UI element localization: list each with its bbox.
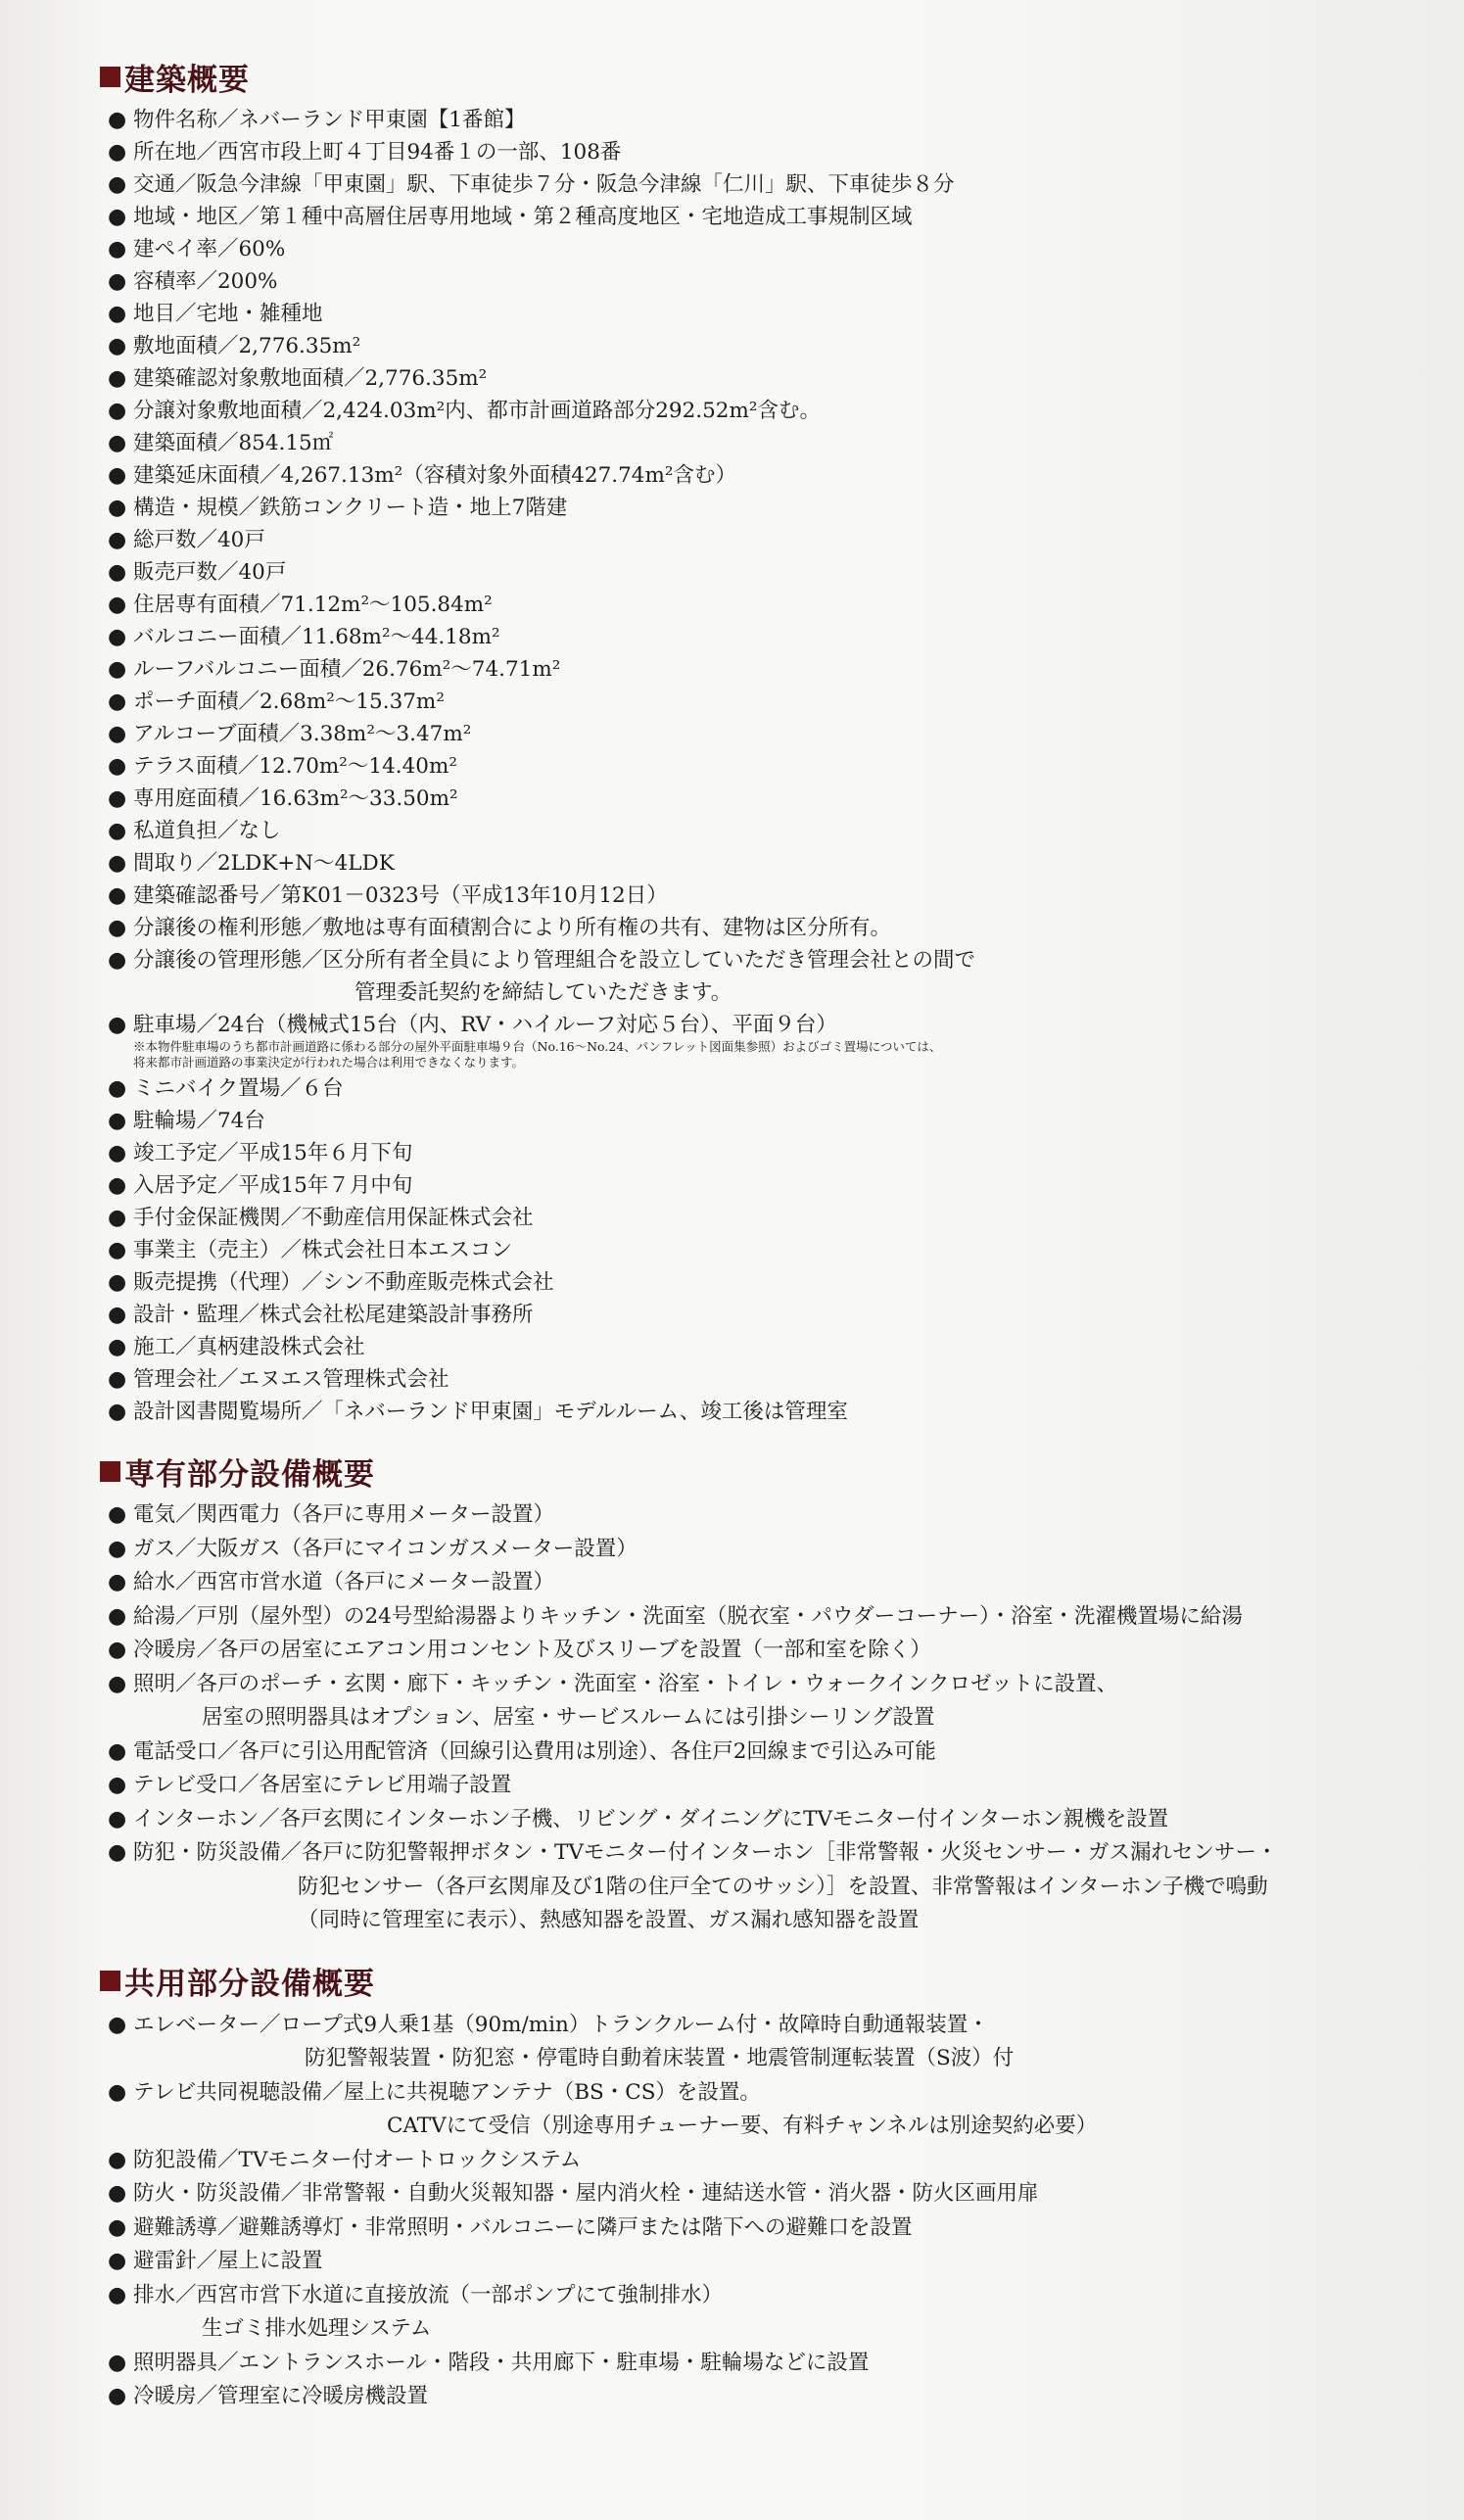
list-item: ● 冷暖房／各戸の居室にエアコン用コンセント及びスリーブを設置（一部和室を除く） [108,1638,931,1662]
list-item: ● ポーチ面積／2.68m²～15.37m² [108,689,445,714]
list-item: ● ミニバイク置場／６台 [108,1076,344,1101]
section-building-overview [106,55,1386,1428]
list-item: ● 照明／各戸のポーチ・玄関・廊下・キッチン・洗面室・浴室・トイレ・ウォークインクロゼットに設置、 居室の照明器具はオプション、居室・サービスルームには引掛シーリング設置 [108,1671,1118,1730]
list-item: ● テレビ共同視聴設備／屋上に共視聴アンテナ（BS・CS）を設置。 CATVにて受信（別途専用チューナー要、有料チャンネルは別途契約必要） [108,2079,1098,2138]
list-item: ● 建築延床面積／4,267.13m²（容積対象外面積427.74m²含む） [108,463,736,488]
list-item: ● 電気／関西電力（各戸に専用メーター設置） [108,1502,555,1527]
list-item: ● 設計・監理／株式会社松尾建築設計事務所 [108,1303,534,1327]
list-item: ● バルコニー面積／11.68m²～44.18m² [108,625,500,649]
list-item: ● 敷地面積／2,776.35m² [108,334,361,358]
list-item: ● アルコーブ面積／3.38m²～3.47m² [108,722,472,746]
list-item: ● 避難誘導／避難誘導灯・非常照明・バルコニーに隣戸または階下への避難口を設置 [108,2214,913,2240]
parking-note: ※本物件駐車場のうち都市計画道路に係わる部分の屋外平面駐車場９台（No.16～No.24、パンフレット図面集参照）およびゴミ置場については、 将来都市計画道路の事業決定が行われた場合は利用できなくなります。 [133,1039,942,1070]
list-item: ● 交通／阪急今津線「甲東園」駅、下車徒歩７分・阪急今津線「仁川」駅、下車徒歩８分 [108,172,955,197]
list-item: ● 排水／西宮市営下水道に直接放流（一部ポンプにて強制排水） 生ゴミ排水処理システム [108,2282,724,2341]
list-item: ● 建築面積／854.15㎡ [108,431,334,455]
list-item: ● 構造・規模／鉄筋コンクリート造・地上7階建 [108,496,568,520]
heading-square-icon [100,1971,120,1991]
list-item: ● 分譲後の管理形態／区分所有者全員により管理組合を設立していただき管理会社との間で 管理委託契約を締結していただきます。 [108,948,976,1005]
section-title: 共用部分設備概要 [100,1960,1386,2003]
list-item: ● 給湯／戸別（屋外型）の24号型給湯器よりキッチン・洗面室（脱衣室・パウダーコーナー）・浴室・洗濯機置場に給湯 [108,1603,1243,1629]
list-item: ● 電話受口／各戸に引込用配管済（回線引込費用は別途）、各住戸2回線まで引込み可能 [108,1738,936,1764]
list-item: ● 建築確認番号／第K01－0323号（平成13年10月12日） [108,883,668,908]
list-item: ● 物件名称／ネバーランド甲東園【1番館】 [108,108,526,132]
list-item: ● 分譲後の権利形態／敷地は専有面積割合により所有権の共有、建物は区分所有。 [108,916,892,940]
list-item: ● 施工／真柄建設株式会社 [108,1335,365,1359]
list-item: ● 地目／宅地・雑種地 [108,302,323,326]
list-item: ● 冷暖房／管理室に冷暖房機設置 [108,2384,429,2408]
list-item: ● 地域・地区／第１種中高層住居専用地域・第２種高度地区・宅地造成工事規制区域 [108,205,913,229]
list-item: ● 避雷針／屋上に設置 [108,2249,323,2273]
list-item: ● 入居予定／平成15年７月中旬 [108,1173,413,1198]
list-item: ● 駐車場／24台（機械式15台（内、RV・ハイルーフ対応５台）、平面９台） [108,1013,837,1037]
list-item: ● 事業主（売主）／株式会社日本エスコン [108,1238,513,1262]
list-item: ● 防犯設備／TVモニター付オートロックシステム [108,2147,582,2172]
section-private-equipment [106,1450,1386,1938]
section-title: 建築概要 [100,55,1386,98]
section-title: 専有部分設備概要 [100,1450,1386,1493]
list-item: ● 私道負担／なし [108,819,281,843]
list-item: ● 照明器具／エントランスホール・階段・共用廊下・駐車場・駐輪場などに設置 [108,2350,870,2375]
list-item: ● 販売戸数／40戸 [108,560,287,585]
list-item: ● テラス面積／12.70m²～14.40m² [108,754,457,779]
list-item: ● インターホン／各戸玄関にインターホン子機、リビング・ダイニングにTVモニター付インターホン親機を設置 [108,1806,1169,1831]
list-item: ● 管理会社／エヌエス管理株式会社 [108,1367,449,1392]
list-item: ● エレベーター／ロープ式9人乗1基（90m/min）トランクルーム付・故障時自動通報装置・ 防犯警報装置・防犯窓・停電時自動着床装置・地震管制運転装置（S波）付 [108,2012,1015,2070]
section-common-equipment [106,1960,1386,2414]
list-item: ● 建築確認対象敷地面積／2,776.35m² [108,366,488,391]
list-item: ● 建ペイ率／60% [108,237,286,262]
list-item: ● テレビ受口／各居室にテレビ用端子設置 [108,1773,512,1797]
list-item: ● 間取り／2LDK+N～4LDK [108,851,395,876]
list-item: ● 住居専有面積／71.12m²～105.84m² [108,593,493,617]
list-item: ● 容積率／200% [108,269,278,294]
list-item: ● 駐輪場／74台 [108,1109,265,1133]
list-item: ● 手付金保証機関／不動産信用保証株式会社 [108,1206,534,1230]
list-item: ● ルーフバルコニー面積／26.76m²～74.71m² [108,657,561,682]
list-item: ● 所在地／西宮市段上町４丁目94番１の一部、108番 [108,140,622,165]
list-item: ● 竣工予定／平成15年６月下旬 [108,1141,413,1165]
list-item: ● 販売提携（代理）／シン不動産販売株式会社 [108,1270,554,1295]
list-item: ● 防犯・防災設備／各戸に防犯警報押ボタン・TVモニター付インターホン［非常警報・火災センサー・ガス漏れセンサー・ 防犯センサー（各戸玄関扉及び1階の住戸全てのサッシ）］を設置、非常警報はインターホン子機で鳴動 （同時に管理室に表示）、熱感知器を設置、ガス漏れ感知器を設置 [108,1840,1278,1932]
heading-square-icon [100,67,120,87]
list-item: ● ガス／大阪ガス（各戸にマイコンガスメーター設置） [108,1536,638,1561]
list-item: ● 設計図書閲覧場所／「ネバーランド甲東園」モデルルーム、竣工後は管理室 [108,1400,848,1424]
list-item: ● 分譲対象敷地面積／2,424.03m²内、都市計画道路部分292.52m²含む。 [108,399,821,423]
list-item: ● 総戸数／40戸 [108,528,265,552]
list-item: ● 給水／西宮市営水道（各戸にメーター設置） [108,1570,555,1594]
list-item: ● 専用庭面積／16.63m²～33.50m² [108,786,458,811]
heading-square-icon [100,1461,120,1482]
list-item: ● 防火・防災設備／非常警報・自動火災報知器・屋内消火栓・連結送水管・消火器・防火区画用扉 [108,2181,1039,2206]
